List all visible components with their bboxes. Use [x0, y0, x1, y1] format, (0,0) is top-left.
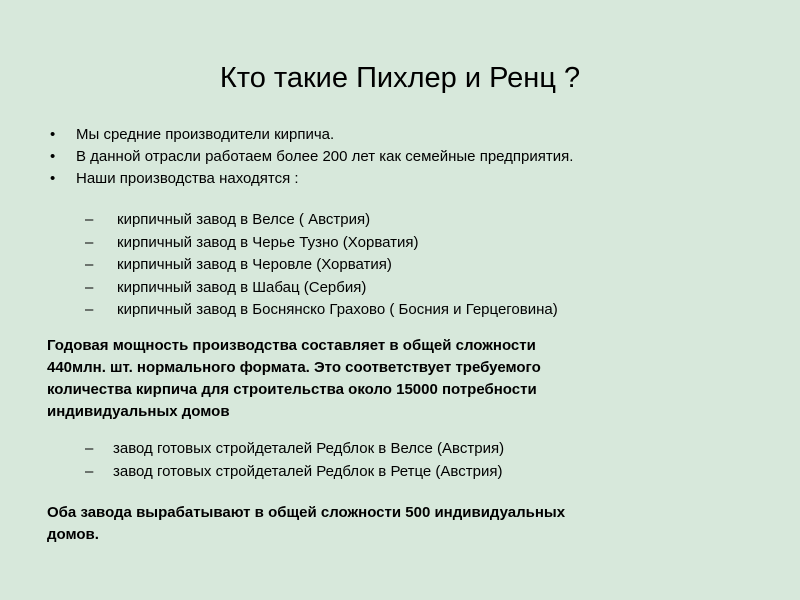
factory-text: кирпичный завод в Черье Тузно (Хорватия) — [117, 233, 419, 251]
summary-line: Оба завода вырабатывают в общей сложности 500 индивидуальных — [47, 504, 566, 521]
prefab-plant-text: завод готовых стройдеталей Редблок в Ретце (Австрия) — [113, 462, 503, 480]
bullet-marker: • — [50, 170, 56, 187]
bullet-text: Наши производства находятся : — [76, 170, 299, 187]
summary-paragraph — [47, 502, 565, 546]
dash-marker: – — [85, 440, 94, 457]
dash-marker: – — [85, 301, 94, 319]
bullet-text: Мы средние производители кирпича. — [76, 126, 335, 143]
bullet-list — [50, 124, 573, 190]
bullet-item — [50, 146, 573, 168]
capacity-line: 440млн. шт. нормального формата. Это соответствует требуемого — [47, 359, 541, 376]
bullet-marker: • — [50, 148, 56, 165]
dash-marker: – — [85, 256, 94, 274]
bullet-item — [50, 124, 573, 146]
bullet-text: В данной отрасли работаем более 200 лет как семейные предприятия. — [76, 148, 574, 165]
factory-text: кирпичный завод в Боснянско Грахово ( Босния и Герцеговина) — [117, 301, 558, 319]
factory-item — [85, 232, 558, 255]
prefab-plant-text: завод готовых стройдеталей Редблок в Велсе (Австрия) — [113, 440, 505, 457]
factory-item — [85, 254, 558, 277]
factory-text: кирпичный завод в Чеpовле (Хорватия) — [117, 256, 392, 274]
factory-text: кирпичный завод в Шабац (Сербия) — [117, 278, 367, 296]
factory-item — [85, 209, 558, 232]
capacity-line: количества кирпича для строительства около 15000 потребности — [47, 381, 537, 398]
factory-list — [85, 209, 558, 322]
dash-marker: – — [85, 278, 94, 296]
factory-item — [85, 277, 558, 300]
slide-title: Кто такие Пихлер и Ренц ? — [219, 62, 581, 94]
capacity-line: Годовая мощность производства составляет в общей сложности — [47, 337, 536, 354]
factory-item — [85, 299, 558, 322]
prefab-plant-list — [85, 438, 504, 483]
capacity-line: индивидуальных домов — [47, 403, 230, 420]
dash-marker: – — [85, 462, 94, 480]
bullet-marker: • — [50, 126, 56, 143]
bullet-item — [50, 168, 573, 190]
summary-line: домов. — [47, 526, 99, 543]
prefab-plant-item — [85, 461, 504, 484]
capacity-paragraph — [47, 335, 541, 423]
prefab-plant-item — [85, 438, 504, 461]
factory-text: кирпичный завод в Велсе ( Австрия) — [117, 211, 371, 228]
dash-marker: – — [85, 233, 94, 251]
dash-marker: – — [85, 211, 94, 228]
